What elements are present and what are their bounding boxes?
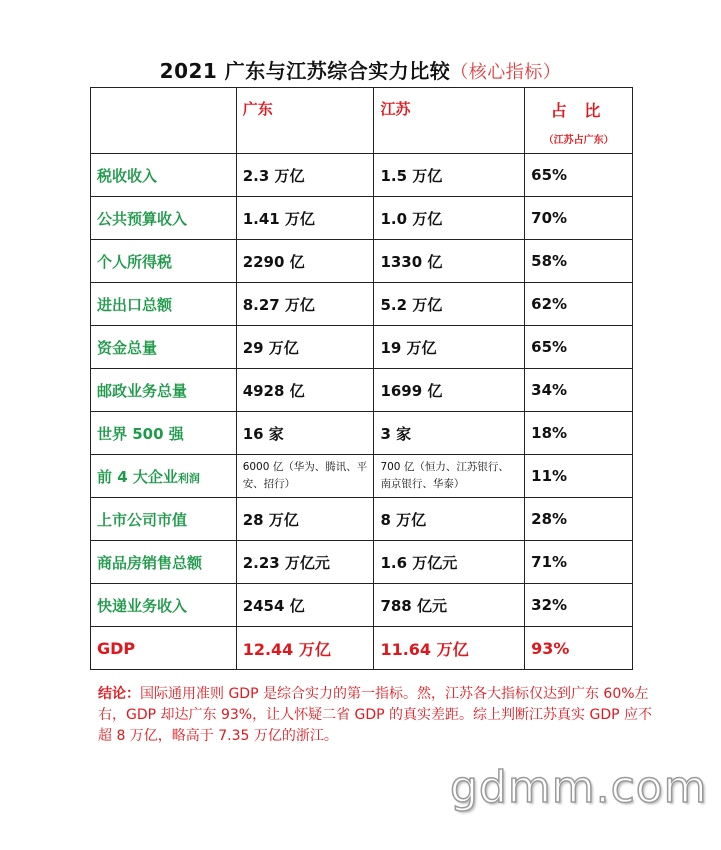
row-label: 快递业务收入	[91, 584, 237, 627]
cell-jiangsu-text: 700 亿（恒力、江苏银行、南京银行、华泰）	[380, 461, 509, 490]
cell-ratio: 62%	[525, 283, 633, 326]
cell-jiangsu	[374, 455, 525, 498]
row-label: 个人所得税	[91, 240, 237, 283]
row-label: 进出口总额	[91, 283, 237, 326]
cell-jiangsu: 1699 亿	[374, 369, 525, 412]
table-row	[91, 455, 633, 498]
comparison-table	[90, 87, 633, 670]
table-row-gdp	[91, 627, 633, 670]
cell-ratio: 65%	[525, 326, 633, 369]
cell-guangdong: 1.41 万亿	[236, 197, 374, 240]
cell-jiangsu: 3 家	[374, 412, 525, 455]
page-title	[0, 55, 721, 84]
title-subtitle: （核心指标）	[450, 62, 562, 83]
header-ratio: 占 比	[550, 101, 607, 120]
cell-ratio: 58%	[525, 240, 633, 283]
cell-ratio: 93%	[525, 627, 633, 670]
table-row	[91, 326, 633, 369]
cell-guangdong	[236, 455, 374, 498]
row-label	[91, 455, 237, 498]
row-label: 税收收入	[91, 154, 237, 197]
row-label: 世界 500 强	[91, 412, 237, 455]
row-label: 邮政业务总量	[91, 369, 237, 412]
table-row	[91, 412, 633, 455]
cell-guangdong: 12.44 万亿	[236, 627, 374, 670]
header-ratio-cell	[525, 88, 633, 154]
watermark: gdmm.com	[450, 762, 708, 813]
header-ratio-note: （江苏占广东）	[543, 135, 614, 146]
table-row	[91, 498, 633, 541]
cell-ratio: 34%	[525, 369, 633, 412]
cell-ratio: 71%	[525, 541, 633, 584]
cell-guangdong: 28 万亿	[236, 498, 374, 541]
cell-guangdong-text: 6000 亿（华为、腾讯、平安、招行）	[242, 461, 368, 490]
cell-guangdong: 8.27 万亿	[236, 283, 374, 326]
header-jiangsu: 江苏	[374, 88, 525, 154]
conclusion-text: 国际通用准则 GDP 是综合实力的第一指标。然，江苏各大指标仅达到广东 60%左右，GDP 却达广东 93%，让人怀疑二省 GDP 的真实差距。综上判断江苏真实 GDP 应不超 8 万亿，略高于 7.35 万亿的浙江。	[98, 686, 653, 744]
cell-guangdong: 2.3 万亿	[236, 154, 374, 197]
cell-jiangsu: 788 亿元	[374, 584, 525, 627]
header-guangdong: 广东	[236, 88, 374, 154]
row-label-main: 前 4 大企业	[97, 467, 178, 486]
cell-guangdong: 2454 亿	[236, 584, 374, 627]
cell-jiangsu: 8 万亿	[374, 498, 525, 541]
table-row	[91, 541, 633, 584]
row-label: 公共预算收入	[91, 197, 237, 240]
cell-guangdong: 4928 亿	[236, 369, 374, 412]
header-empty-cell	[91, 88, 237, 154]
cell-ratio: 11%	[525, 455, 633, 498]
cell-jiangsu: 11.64 万亿	[374, 627, 525, 670]
cell-guangdong: 16 家	[236, 412, 374, 455]
table-header-row	[91, 88, 633, 154]
cell-jiangsu: 19 万亿	[374, 326, 525, 369]
row-label-suffix: 利润	[177, 471, 200, 485]
cell-ratio: 18%	[525, 412, 633, 455]
table-row	[91, 154, 633, 197]
table-row	[91, 197, 633, 240]
cell-ratio: 32%	[525, 584, 633, 627]
table-row	[91, 584, 633, 627]
cell-jiangsu: 5.2 万亿	[374, 283, 525, 326]
cell-ratio: 70%	[525, 197, 633, 240]
cell-ratio: 65%	[525, 154, 633, 197]
title-main: 2021 广东与江苏综合实力比较	[159, 59, 451, 83]
conclusion-lead: 结论：	[98, 686, 140, 702]
cell-guangdong: 29 万亿	[236, 326, 374, 369]
cell-guangdong: 2.23 万亿元	[236, 541, 374, 584]
row-label: GDP	[91, 627, 237, 670]
cell-jiangsu: 1330 亿	[374, 240, 525, 283]
cell-jiangsu: 1.0 万亿	[374, 197, 525, 240]
row-label: 商品房销售总额	[91, 541, 237, 584]
row-label: 资金总量	[91, 326, 237, 369]
conclusion-paragraph	[98, 684, 653, 747]
table-row	[91, 369, 633, 412]
row-label: 上市公司市值	[91, 498, 237, 541]
table-row	[91, 283, 633, 326]
cell-jiangsu: 1.5 万亿	[374, 154, 525, 197]
cell-jiangsu: 1.6 万亿元	[374, 541, 525, 584]
cell-ratio: 28%	[525, 498, 633, 541]
table-row	[91, 240, 633, 283]
cell-guangdong: 2290 亿	[236, 240, 374, 283]
